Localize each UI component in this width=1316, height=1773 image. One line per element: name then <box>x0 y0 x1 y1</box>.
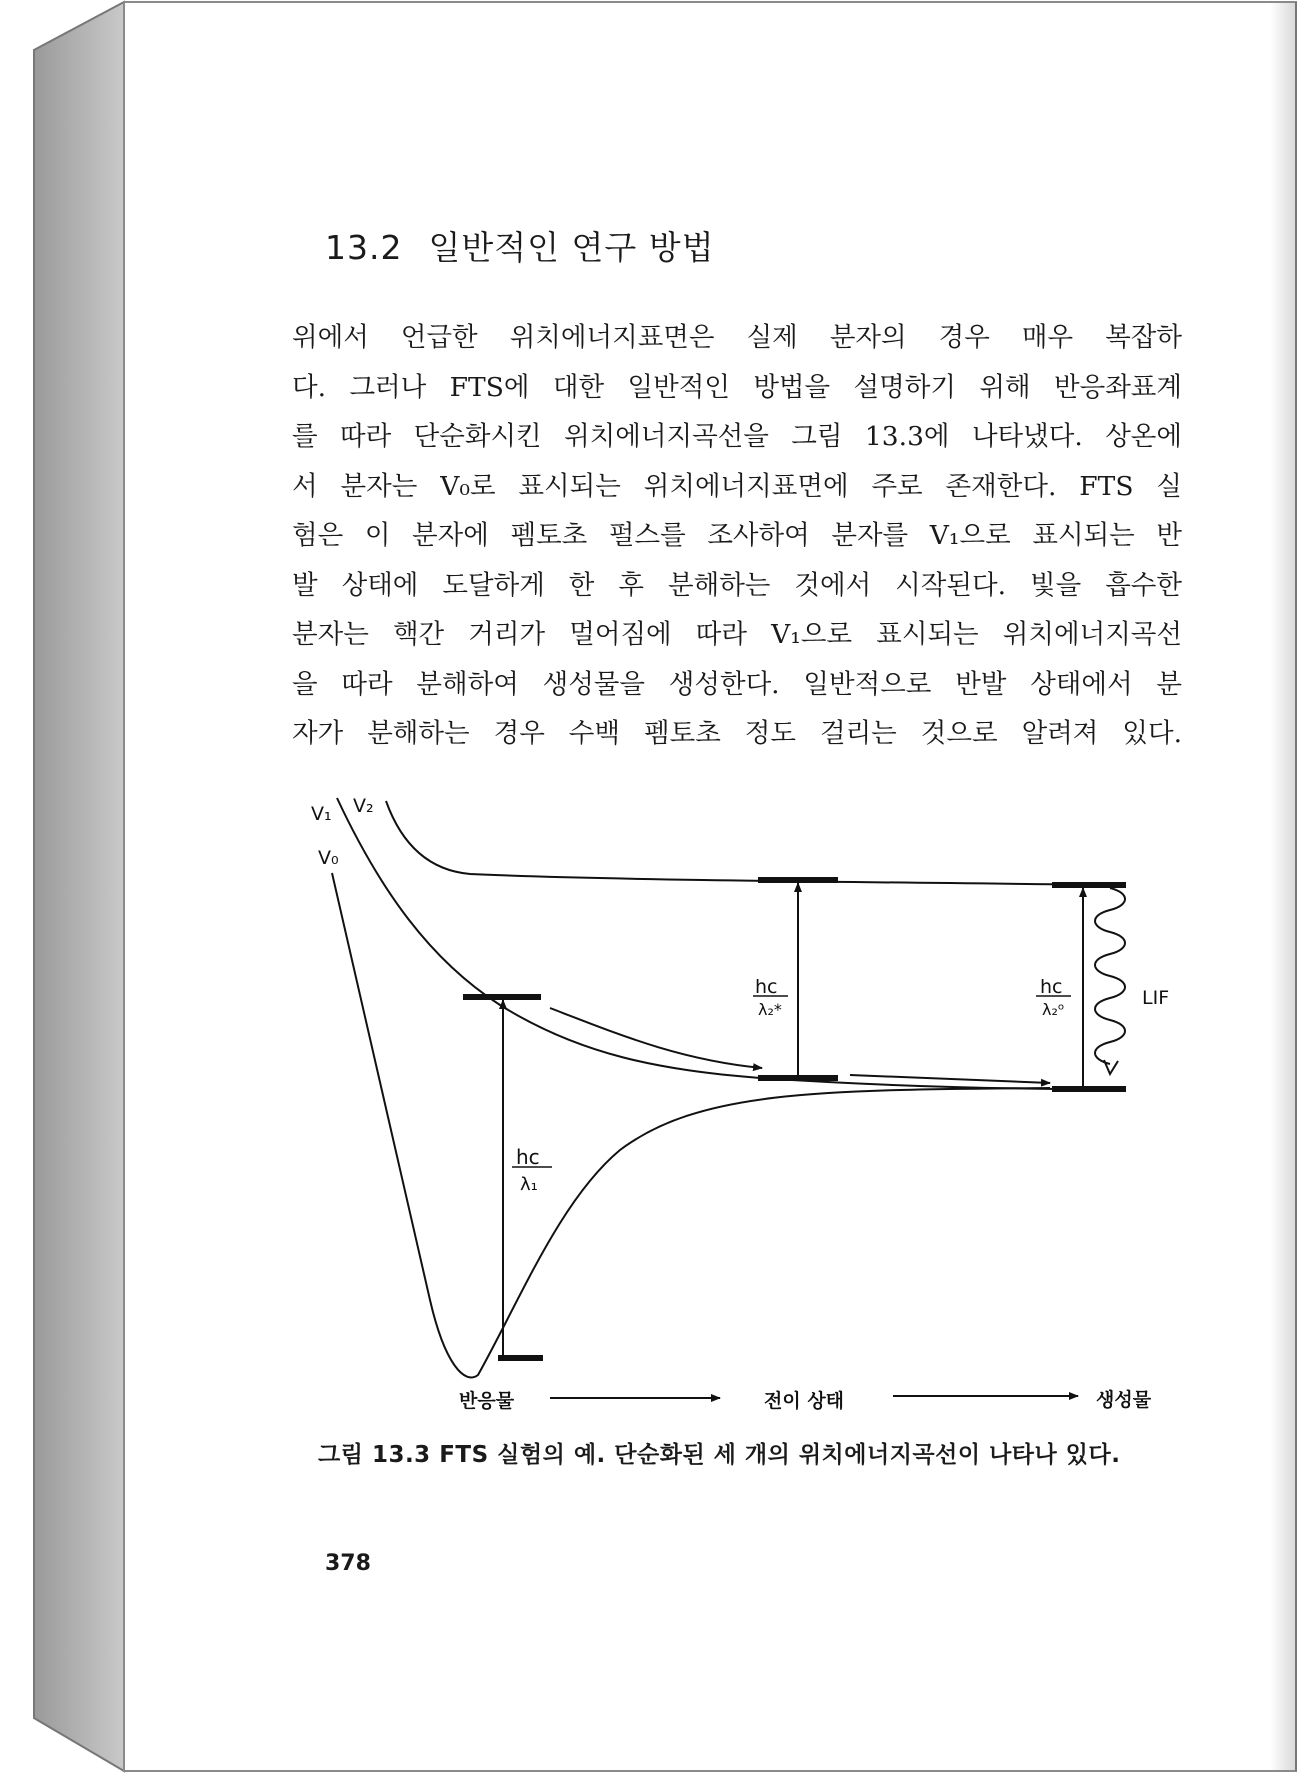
lif-label: LIF <box>1142 987 1170 1009</box>
page-number: 378 <box>325 1551 371 1576</box>
hc-label: hc <box>516 1145 540 1169</box>
v1-curve <box>337 798 1060 1089</box>
section-title: 일반적인 연구 방법 <box>428 228 715 267</box>
axis-reactant: 반응물 <box>459 1390 515 1412</box>
lambda2-final-label: λ₂ᵒ <box>1042 1000 1065 1019</box>
lif-wave <box>1095 888 1125 1064</box>
paragraph-line: 를 따라 단순화시킨 위치에너지곡선을 그림 13.3에 나타냈다. 상온에 <box>292 421 1182 452</box>
paragraph-line: 서 분자는 V₀로 표시되는 위치에너지표면에 주로 존재한다. FTS 실 <box>292 470 1182 502</box>
axis-transition: 전이 상태 <box>764 1390 845 1412</box>
axis-product: 생성물 <box>1096 1389 1152 1411</box>
paragraph-line: 을 따라 분해하여 생성물을 생성한다. 일반적으로 반발 상태에서 분 <box>292 668 1182 700</box>
paragraph-line: 자가 분해하는 경우 수백 펨토초 정도 걸리는 것으로 알려져 있다. <box>292 718 1182 749</box>
hc-label: hc <box>1040 976 1063 998</box>
paragraph-line: 분자는 핵간 거리가 멀어짐에 따라 V₁으로 표시되는 위치에너지곡선 <box>292 619 1182 650</box>
figure-caption: 그림 13.3 FTS 실험의 예. 단순화된 세 개의 위치에너지곡선이 나타나 있다. <box>318 1442 1121 1468</box>
v2-label: V₂ <box>353 795 374 817</box>
lambda1-label: λ₁ <box>520 1174 538 1195</box>
hc-label: hc <box>755 976 778 998</box>
dissociation-arrow <box>550 1008 762 1068</box>
paragraph-line: 험은 이 분자에 펨토초 펄스를 조사하여 분자를 V₁으로 표시되는 반 <box>292 520 1182 551</box>
lambda2-probe-label: λ₂* <box>758 1000 782 1019</box>
v1-label: V₁ <box>311 803 332 825</box>
dissociation-arrow <box>850 1075 1050 1083</box>
paragraph-line: 위에서 언급한 위치에너지표면은 실제 분자의 경우 매우 복잡하 <box>292 322 1182 353</box>
paragraph-line: 발 상태에 도달하게 한 후 분해하는 것에서 시작된다. 빛을 흡수한 <box>292 569 1182 601</box>
section-number: 13.2 <box>325 228 403 267</box>
v0-label: V₀ <box>318 847 339 869</box>
v2-curve <box>386 801 1126 885</box>
paragraph-line: 다. 그러나 FTS에 대한 일반적인 방법을 설명하기 위해 반응좌표계 <box>292 371 1182 403</box>
v0-curve <box>332 873 1050 1377</box>
